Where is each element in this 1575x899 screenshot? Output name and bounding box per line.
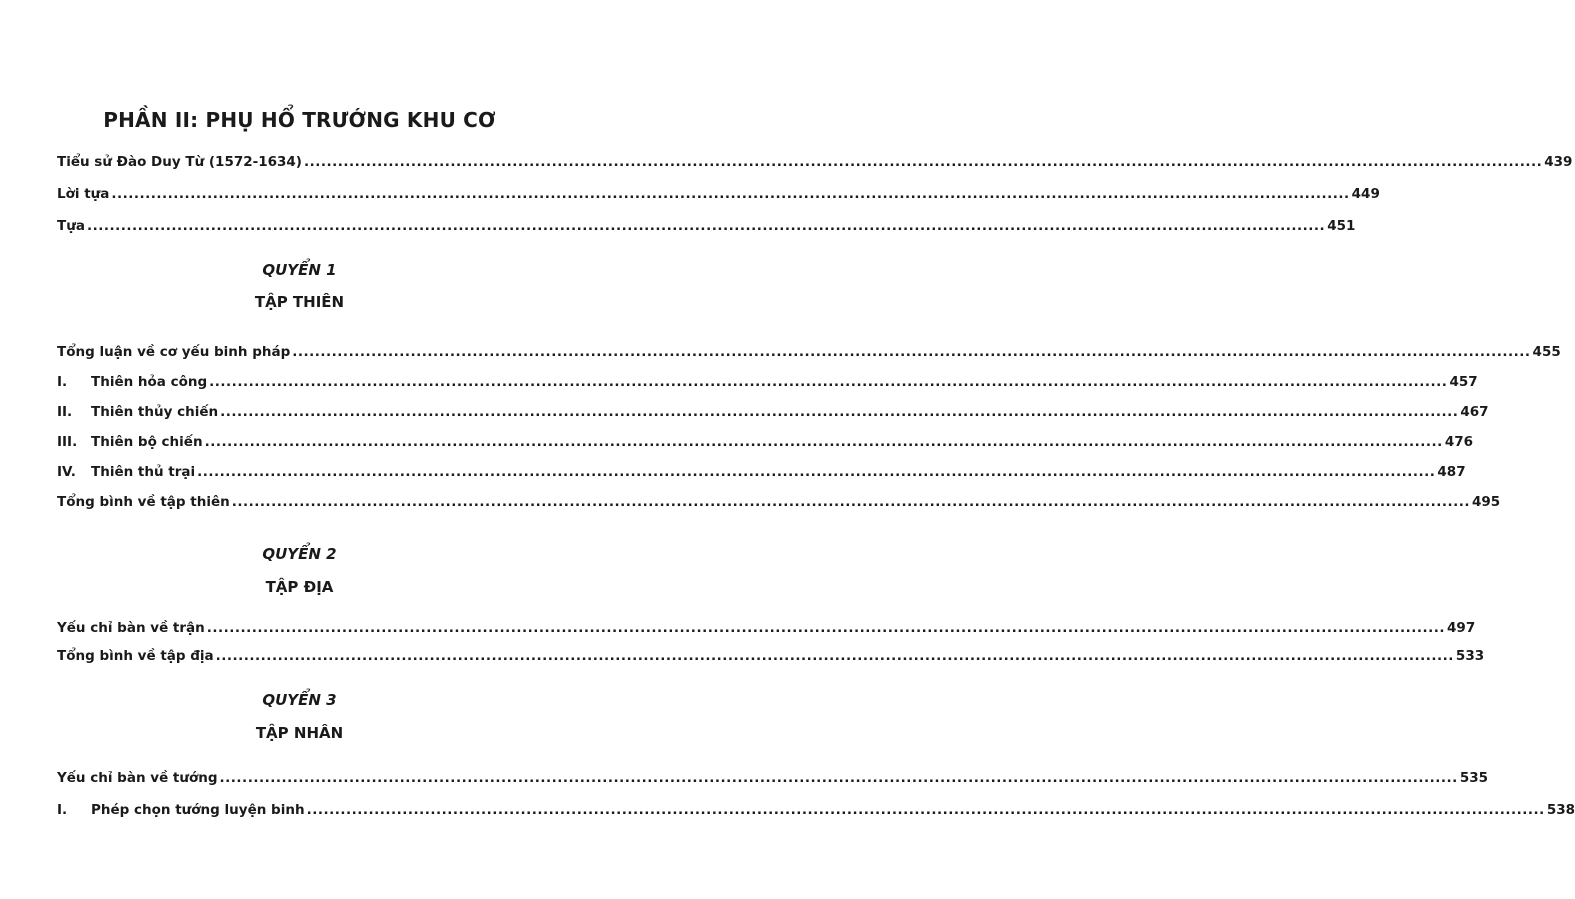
dot-leader: ............................................................................................................................................................................................................................ <box>111 186 1350 202</box>
toc-entry <box>57 618 1476 638</box>
dot-leader: ............................................................................................................................................................................................................................ <box>303 154 1543 170</box>
volume-heading: QUYỂN 1 <box>262 261 337 279</box>
entry-label: Tổng luận về cơ yếu binh pháp <box>57 344 291 360</box>
volume-subtitle: TẬP ĐỊA <box>265 578 334 596</box>
volume-heading: QUYỂN 3 <box>262 691 337 709</box>
dot-leader: ............................................................................................................................................................................................................................ <box>197 464 1436 480</box>
entry-page: 439 <box>1544 154 1573 170</box>
toc-entry <box>57 432 1474 452</box>
entry-number: I. <box>57 802 68 818</box>
entry-label: Lời tựa <box>57 186 110 202</box>
entry-page: 457 <box>1449 374 1478 390</box>
entry-page: 497 <box>1447 620 1476 636</box>
entry-page: 487 <box>1437 464 1466 480</box>
toc-entry <box>57 492 1501 512</box>
entry-page: 533 <box>1455 648 1485 664</box>
entry-number: II. <box>57 404 73 420</box>
volume-subtitle: TẬP THIÊN <box>254 293 345 311</box>
entry-page: 467 <box>1460 404 1489 420</box>
entry-label: Phép chọn tướng luyện binh <box>91 802 305 818</box>
entry-label: Tổng bình về tập thiên <box>57 494 230 510</box>
entry-label: Tựa <box>57 218 85 234</box>
entry-number: IV. <box>57 464 76 480</box>
entry-label: Tiểu sử Đào Duy Từ (1572-1634) <box>57 154 302 170</box>
dot-leader: ............................................................................................................................................................................................................................ <box>215 648 1454 664</box>
dot-leader: ............................................................................................................................................................................................................................ <box>219 770 1458 786</box>
dot-leader: ............................................................................................................................................................................................................................ <box>86 218 1326 234</box>
part-title: PHẦN II: PHỤ HỔ TRƯỚNG KHU CƠ <box>103 108 496 132</box>
entry-label: Thiên bộ chiến <box>91 434 203 450</box>
entry-page: 449 <box>1351 186 1380 202</box>
toc-entry <box>57 462 1466 482</box>
toc-entry <box>57 646 1485 666</box>
toc-entry <box>57 800 1575 820</box>
entry-label: Thiên hỏa công <box>91 374 208 390</box>
entry-number: I. <box>57 374 68 390</box>
entry-label: Tổng bình về tập địa <box>57 648 214 664</box>
entry-label: Yếu chỉ bàn về tướng <box>57 770 218 786</box>
dot-leader: ............................................................................................................................................................................................................................ <box>292 344 1531 360</box>
toc-entry <box>57 402 1489 422</box>
toc-entry <box>57 184 1380 204</box>
entry-number: III. <box>57 434 78 450</box>
volume-subtitle: TẬP NHÂN <box>255 724 344 742</box>
entry-label: Yếu chỉ bàn về trận <box>57 620 205 636</box>
dot-leader: ............................................................................................................................................................................................................................ <box>204 434 1443 450</box>
entry-page: 495 <box>1471 494 1501 510</box>
dot-leader: ............................................................................................................................................................................................................................ <box>306 802 1545 818</box>
entry-page: 455 <box>1532 344 1561 360</box>
toc-entry <box>57 152 1573 172</box>
volume-heading: QUYỂN 2 <box>262 545 337 563</box>
dot-leader: ............................................................................................................................................................................................................................ <box>206 620 1446 636</box>
entry-page: 535 <box>1459 770 1488 786</box>
toc-entry <box>57 216 1356 236</box>
dot-leader: ............................................................................................................................................................................................................................ <box>231 494 1470 510</box>
entry-page: 451 <box>1327 218 1356 234</box>
entry-page: 476 <box>1444 434 1474 450</box>
toc-entry <box>57 342 1561 362</box>
entry-page: 538 <box>1546 802 1575 818</box>
toc-entry <box>57 768 1488 788</box>
dot-leader: ............................................................................................................................................................................................................................ <box>209 374 1448 390</box>
entry-label: Thiên thủ trại <box>91 464 196 480</box>
toc-entry <box>57 372 1478 392</box>
entry-label: Thiên thủy chiến <box>91 404 219 420</box>
dot-leader: ............................................................................................................................................................................................................................ <box>220 404 1459 420</box>
